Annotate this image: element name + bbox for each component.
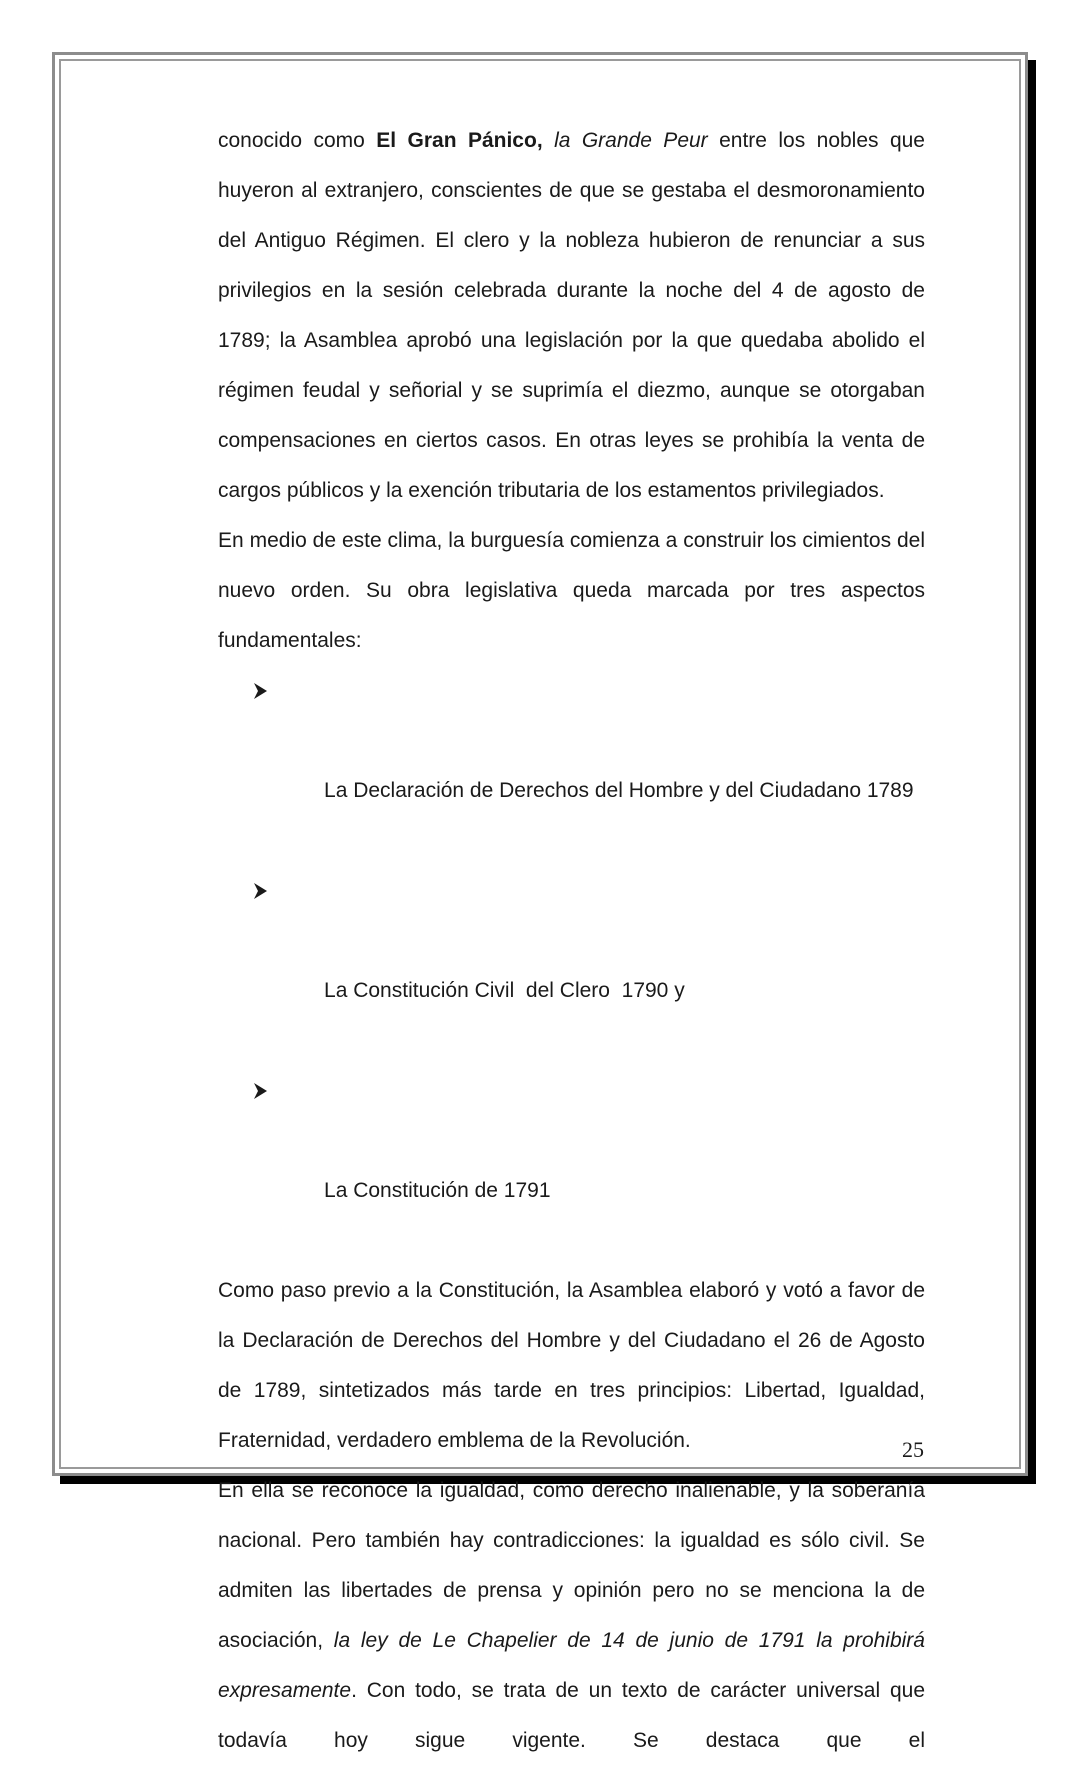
- paragraph-nuevo-orden: En medio de este clima, la burguesía comienza a construir los cimientos del nuevo orden. Su obra legislativa queda marcada por tres aspectos fundamentales:: [218, 529, 925, 652]
- paragraph-declaracion: Como paso previo a la Constitución, la Asamblea elaboró y votó a favor de la Declaración de Derechos del Hombre y del Ciudadano el 26 de Agosto de 1789, sintetizados más tarde en tres principios: Libertad, Igualdad, Fraternidad, verdadero emblema de la Revolución.: [218, 1279, 925, 1452]
- page-number: 25: [902, 1437, 924, 1462]
- list-item: [218, 666, 925, 866]
- arrowhead-bullet-icon: [252, 866, 270, 916]
- list-item-label: La Declaración de Derechos del Hombre y del Ciudadano 1789: [324, 779, 914, 802]
- paragraph-text: conocido como: [218, 129, 377, 152]
- arrowhead-bullet-icon: [252, 666, 270, 716]
- list-item-label: La Constitución de 1791: [324, 1179, 551, 1202]
- bold-term: El Gran Pánico,: [376, 129, 543, 152]
- paragraph-gran-panico: [218, 116, 925, 516]
- italic-quote: la ley de Le Chapelier de 14 de junio de 1791 la prohibirá expresamente: [218, 1629, 925, 1702]
- list-item: [218, 866, 925, 1066]
- document-body: [218, 116, 925, 1766]
- list-item: [218, 1066, 925, 1266]
- arrowhead-bullet-icon: [252, 1066, 270, 1116]
- paragraph-text: En ella se reconoce la igualdad, como derecho inalienable, y la soberanía nacional. Pero también hay contradicciones: la igualdad es sólo civil. Se admiten las libertades de prensa y opinión pero no se menciona la de asociación,: [218, 1479, 925, 1652]
- paragraph-space: [543, 129, 554, 152]
- bullet-list: [218, 666, 925, 1266]
- paragraph-igualdad: [218, 1466, 925, 1766]
- paragraph-text: . Con todo, se trata de un texto de carácter universal que todavía hoy sigue vigente. Se destaca que el: [218, 1679, 925, 1752]
- italic-term: la Grande Peur: [554, 129, 708, 152]
- list-item-label: La Constitución Civil del Clero 1790 y: [324, 979, 685, 1002]
- paragraph-text: entre los nobles que huyeron al extranjero, conscientes de que se gestaba el desmoronamiento del Antiguo Régimen. El clero y la nobleza hubieron de renunciar a sus privilegios en la sesión celebrada durante la noche del 4 de agosto de 1789; la Asamblea aprobó una legislación por la que quedaba abolido el régimen feudal y señorial y se suprimía el diezmo, aunque se otorgaban compensaciones en ciertos casos. En otras leyes se prohibía la venta de cargos públicos y la exención tributaria de los estamentos privilegiados.: [218, 129, 925, 502]
